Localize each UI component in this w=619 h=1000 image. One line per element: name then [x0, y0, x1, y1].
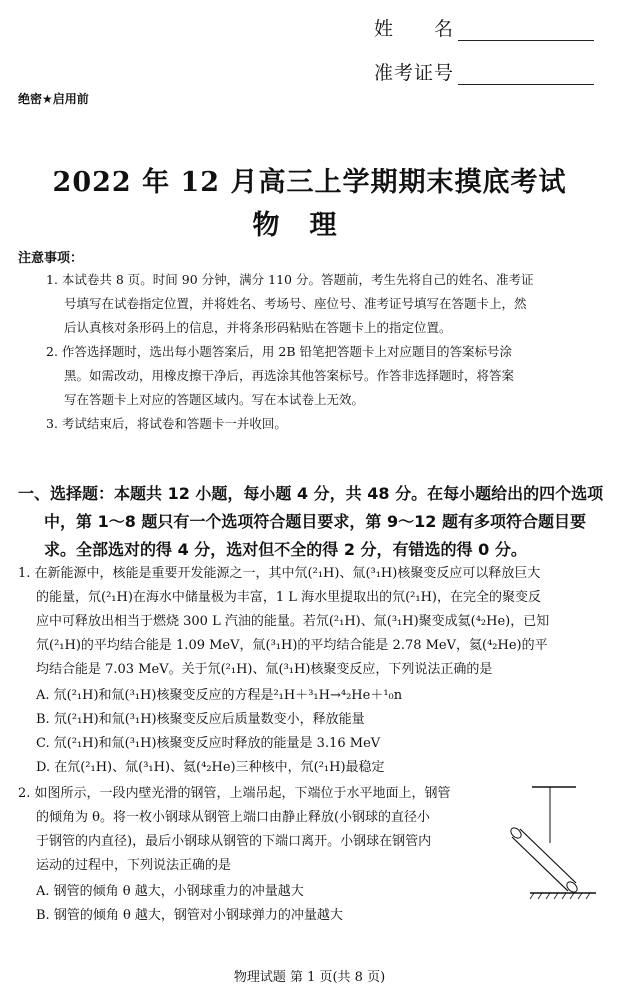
ground-hatch	[530, 893, 590, 899]
q1-option-d: D. 在氘(²₁H)、氚(³₁H)、氦(⁴₂He)三种核中，氘(²₁H)最稳定	[36, 760, 385, 775]
page-footer: 物理试题 第 1 页(共 8 页)	[233, 970, 386, 985]
notice-line: 3. 考试结束后，将试卷和答题卡一并收回。	[46, 416, 287, 431]
notice-line: 2. 作答选择题时，选出每小题答案后，用 2B 铅笔把答题卡上对应题目的答案标号涂	[46, 344, 512, 359]
name-label: 姓 名	[374, 18, 455, 40]
notice-heading: 注意事项：	[18, 251, 84, 266]
name-field	[374, 14, 594, 41]
q1-stem-line: 1. 在新能源中，核能是重要开发能源之一，其中氘(²₁H)、氚(³₁H)核聚变反应可以释放巨大	[18, 566, 541, 581]
q1-option-a: A. 氘(²₁H)和氚(³₁H)核聚变反应的方程是²₁H＋³₁H→⁴₂He＋¹₀n	[36, 688, 403, 703]
notice-line: 写在答题卡上对应的答题区域内。写在本试卷上无效。	[64, 392, 365, 407]
exam-id-field	[374, 58, 594, 85]
q1-option-c: C. 氘(²₁H)和氚(³₁H)核聚变反应时释放的能量是 3.16 MeV	[36, 736, 381, 751]
q1-stem-line: 应中可释放出相当于燃烧 300 L 汽油的能量。若氘(²₁H)、氚(³₁H)聚变成氦(⁴₂He)，已知	[36, 614, 550, 629]
q2-option-b: B. 钢管的倾角 θ 越大，钢管对小钢球弹力的冲量越大	[36, 908, 343, 923]
q2-stem-line: 于钢管的内直径)，最后小钢球从钢管的下端口离开。小钢球在钢管内	[36, 834, 432, 849]
q2-stem-line: 2. 如图所示，一段内壁光滑的钢管，上端吊起，下端位于水平地面上，钢管	[18, 786, 451, 801]
secret-label: 绝密★启用前	[18, 92, 89, 106]
section-heading-line: 一、选择题：本题共 12 小题，每小题 4 分，共 48 分。在每小题给出的四个选项	[18, 484, 604, 503]
q2-option-a: A. 钢管的倾角 θ 越大，小钢球重力的冲量越大	[36, 884, 304, 899]
notice-line: 1. 本试卷共 8 页。时间 90 分钟，满分 110 分。答题前，考生先将自己的姓名、准考证	[46, 272, 534, 287]
notice-line: 号填写在试卷指定位置，并将姓名、考场号、座位号、准考证号填写在答题卡上，然	[64, 296, 527, 311]
name-blank	[458, 20, 594, 41]
q2-stem-line: 运动的过程中，下列说法正确的是	[36, 858, 232, 873]
q1-stem-line: 氘(²₁H)的平均结合能是 1.09 MeV，氚(³₁H)的平均结合能是 2.78 MeV，氦(⁴₂He)的平	[36, 638, 548, 653]
q2-stem-line: 的倾角为 θ。将一枚小钢球从钢管上端口由静止释放(小钢球的直径小	[36, 810, 431, 825]
subject-label: 物理	[252, 210, 367, 241]
notice-line: 后认真核对条形码上的信息，并将条形码粘贴在答题卡上的指定位置。	[64, 320, 452, 335]
section-heading-line: 中，第 1～8 题只有一个选项符合题目要求，第 9～12 题有多项符合题目要	[44, 512, 586, 531]
section-heading-line: 求。全部选对的得 4 分，选对但不全的得 2 分，有错选的得 0 分。	[44, 540, 527, 559]
notice-line: 黑。如需改动，用橡皮擦干净后，再选涂其他答案标号。作答非选择题时，将答案	[64, 368, 515, 383]
exam-id-label: 准考证号	[374, 62, 455, 84]
exam-id-blank	[458, 64, 594, 85]
steel-pipe	[510, 826, 579, 894]
exam-title: 2022 年 12 月高三上学期期末摸底考试	[52, 167, 567, 198]
pipe-diagram	[510, 785, 610, 910]
q1-option-b: B. 氘(²₁H)和氚(³₁H)核聚变反应后质量数变小，释放能量	[36, 712, 365, 727]
q1-stem-line: 的能量，氘(²₁H)在海水中储量极为丰富，1 L 海水里提取出的氘(²₁H)，在完全的聚变反	[36, 590, 541, 605]
q1-stem-line: 均结合能是 7.03 MeV。关于氘(²₁H)、氚(³₁H)核聚变反应，下列说法正确的是	[36, 662, 493, 677]
subject-title	[0, 203, 619, 242]
